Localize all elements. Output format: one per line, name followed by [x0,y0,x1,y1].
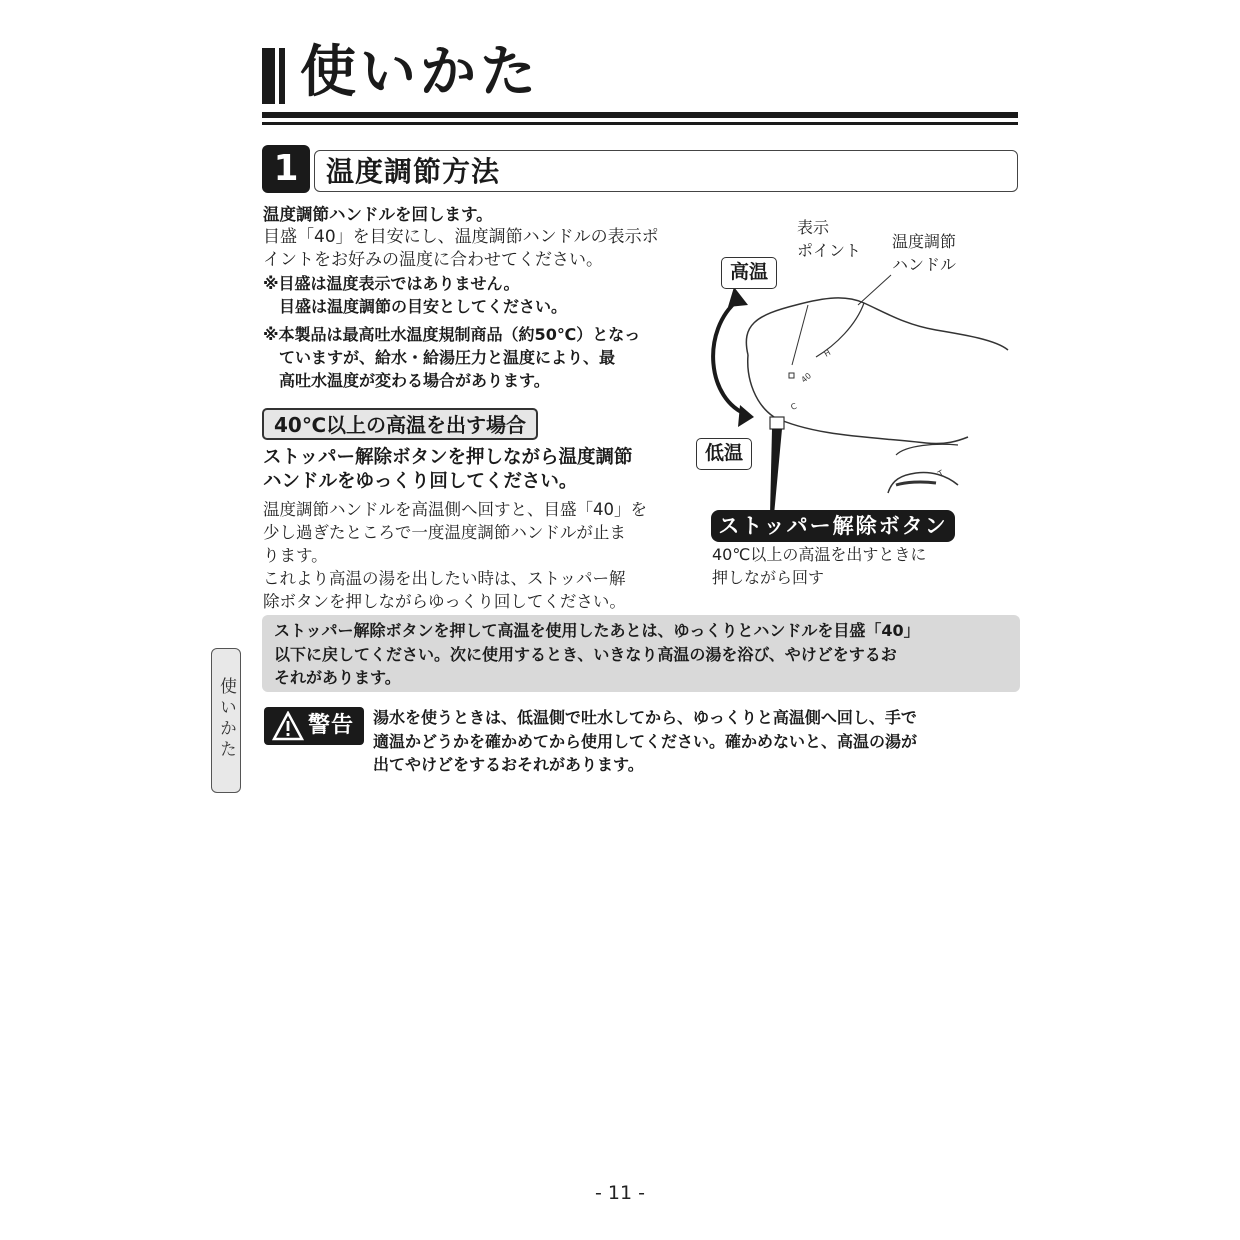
badge-low-temp: 低温 [696,438,752,470]
warning-text [373,706,1018,777]
label-display-point [797,216,861,262]
note-line: ※本製品は最高吐水温度規制商品（約50℃）となっ [263,325,641,344]
note-line: ※目盛は温度表示ではありません。 [263,274,520,293]
scale-c-label: C [789,401,798,412]
note-line: 目盛は温度調節の目安としてください。 [263,297,568,316]
note-line: 高吐水温度が変わる場合があります。 [263,371,550,390]
body-line: 除ボタンを押しながらゆっくり回してください。 [263,592,626,611]
side-tab-label: 使いかた [216,677,236,761]
badge-high-temp: 高温 [721,257,777,289]
section-title: 温度調節方法 [326,155,501,188]
stopper-button-label: ストッパー解除ボタン [711,510,955,542]
scale-h-label: H [822,347,833,359]
scale-40-label: 40 [799,371,814,385]
side-index-tab [211,648,241,793]
page-title: 使いかた [300,40,540,105]
stopper-button-shape [770,417,784,429]
warning-badge [264,707,364,745]
section-number: 1 [262,145,310,193]
note-line: ていますが、給水・給湯圧力と温度により、最 [263,348,616,367]
high-temp-heading: 40℃以上の高温を出す場合 [262,408,538,440]
stopper-caption [712,543,972,589]
page-number: - 11 - [595,1182,645,1204]
high-temp-lead [263,446,693,494]
arrow-head-up [728,287,748,307]
label-line: 表示 [797,218,830,237]
body-line: 少し過ぎたところで一度温度調節ハンドルが止ま [263,523,626,542]
title-rule-thin [262,122,1018,125]
label-line: ポイント [797,241,862,260]
warning-label: 警告 [308,713,355,738]
caution-text [274,619,1014,690]
caption-line: 押しながら回す [712,568,825,587]
caption-line: 40℃以上の高温を出すときに [712,545,927,564]
warning-line: 出てやけどをするおそれがあります。 [373,755,644,774]
body-line: ります。 [263,546,328,565]
lead-line: ストッパー解除ボタンを押しながら温度調節 [263,447,633,468]
intro-lead: 温度調節ハンドルを回します。 [263,205,493,224]
label-line: 温度調節 [892,232,957,251]
high-temp-body [263,498,683,613]
note-max-temp [263,323,683,392]
intro-body-line: イントをお好みの温度に合わせてください。 [263,250,603,270]
caution-line: ストッパー解除ボタンを押して高温を使用したあとは、ゆっくりとハンドルを目盛「40」 [274,621,920,640]
note-scale [263,272,683,318]
caution-line: 以下に戻してください。次に使用するとき、いきなり高温の湯を浴び、やけどをするお [274,644,897,664]
intro-body-line: 目盛「40」を目安にし、温度調節ハンドルの表示ポ [263,227,659,247]
rotation-arrow [713,300,748,415]
title-rule-thick [262,112,1018,118]
body-line: これより高温の湯を出したい時は、ストッパー解 [263,569,626,588]
stopper-pointer [770,429,782,510]
warning-triangle-icon [272,711,304,741]
intro-body [263,226,683,272]
label-temperature-handle [892,230,956,276]
caution-line: それがあります。 [274,668,401,687]
lead-line: ハンドルをゆっくり回してください。 [263,471,578,492]
warning-line: 湯水を使うときは、低温側で吐水してから、ゆっくりと高温側へ回し、手で [373,708,917,727]
warning-line: 適温かどうかを確かめてから使用してください。確かめないと、高温の湯が [373,731,918,751]
label-line: ハンドル [892,255,957,274]
body-line: 温度調節ハンドルを高温側へ回すと、目盛「40」を [263,500,647,519]
spout-mark-label: T [936,468,946,479]
display-point-mark [789,373,794,378]
arrow-head-down [738,405,754,427]
title-bars-decoration [262,48,290,104]
